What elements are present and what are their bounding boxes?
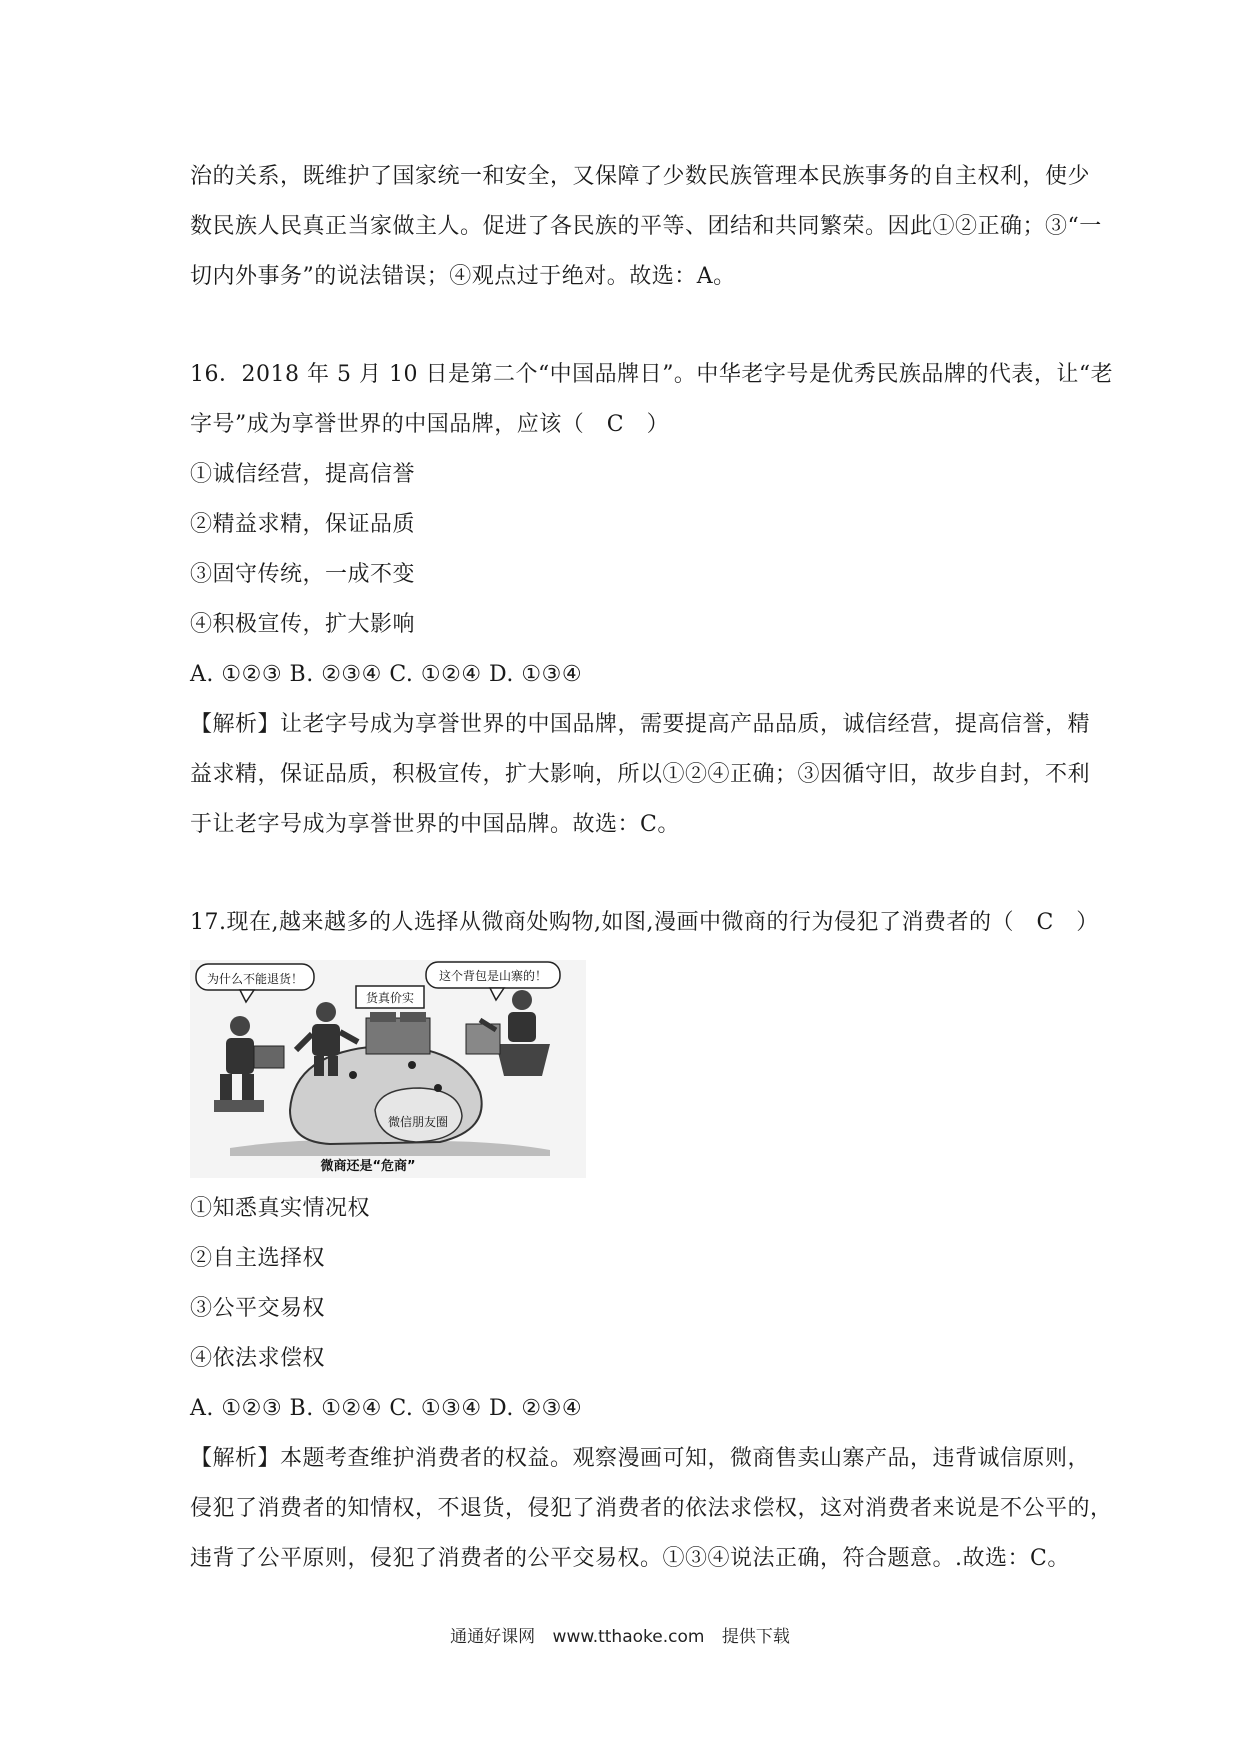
analysis-line: 【解析】让老字号成为享誉世界的中国品牌，需要提高产品品质，诚信经营，提高信誉，精 (190, 712, 1091, 737)
choice-item: ③公平交易权 (190, 1296, 326, 1321)
answer-options: A. ①②③ B. ①②④ C. ①③④ D. ②③④ (190, 1396, 583, 1421)
analysis-line: 【解析】本题考查维护消费者的权益。观察漫画可知，微商售卖山寨产品，违背诚信原则， (190, 1446, 1091, 1471)
footer-suffix: 提供下载 (721, 1627, 790, 1647)
question-17 (190, 898, 1113, 1584)
analysis-line: 益求精，保证品质，积极宣传，扩大影响，所以①②④正确；③因循守旧，故步自封，不利 (190, 762, 1091, 787)
question-stem: 字号”成为享誉世界的中国品牌，应该（ C ） (190, 412, 670, 437)
choice-item: ②自主选择权 (190, 1246, 326, 1271)
footer-site-name: 通通好课网 (450, 1627, 536, 1647)
analysis-line: 于让老字号成为享誉世界的中国品牌。故选：C。 (190, 812, 680, 837)
analysis-line: 侵犯了消费者的知情权，不退货，侵犯了消费者的依法求偿权，这对消费者来说是不公平的， (190, 1496, 1113, 1521)
question-stem: 17.现在,越来越多的人选择从微商处购物,如图,漫画中微商的行为侵犯了消费者的（ C ） (190, 910, 1099, 935)
text-line: 治的关系，既维护了国家统一和安全，又保障了少数民族管理本民族事务的自主权利，使少 (190, 164, 1091, 189)
footer-url[interactable]: www.tthaoke.com (552, 1627, 705, 1647)
answer-options: A. ①②③ B. ②③④ C. ①②④ D. ①③④ (190, 662, 583, 687)
page-content (190, 152, 1114, 1584)
choice-item: ④积极宣传，扩大影响 (190, 612, 416, 637)
mound-label: 微信朋友圈 (387, 1115, 449, 1129)
text-line: 切内外事务”的说法错误；④观点过于绝对。故选：A。 (190, 264, 736, 289)
choice-item: ②精益求精，保证品质 (190, 512, 416, 537)
page-footer (0, 1622, 1240, 1647)
bubble-right-text: 这个背包是山寨的！ (438, 969, 548, 983)
choice-item: ①诚信经营，提高信誉 (190, 462, 416, 487)
choice-item: ③固守传统，一成不变 (190, 562, 416, 587)
bubble-mid-text: 货真价实 (365, 991, 415, 1005)
text-line: 数民族人民真正当家做主人。促进了各民族的平等、团结和共同繁荣。因此①②正确；③“一 (190, 214, 1102, 239)
analysis-line: 违背了公平原则，侵犯了消费者的公平交易权。①③④说法正确，符合题意。.故选：C。 (190, 1546, 1070, 1571)
cartoon-caption: 微商还是“危商” (320, 1159, 416, 1174)
cartoon-figure (190, 960, 586, 1178)
choice-item: ④依法求偿权 (190, 1346, 326, 1371)
choice-item: ①知悉真实情况权 (190, 1196, 371, 1221)
cartoon-illustration (190, 960, 586, 1178)
question-stem: 16．2018 年 5 月 10 日是第二个“中国品牌日”。中华老字号是优秀民族品牌的代表，让“老 (190, 362, 1114, 387)
previous-analysis-continuation (190, 152, 1102, 302)
question-16 (190, 350, 1114, 850)
bubble-left-text: 为什么不能退货！ (206, 972, 304, 986)
